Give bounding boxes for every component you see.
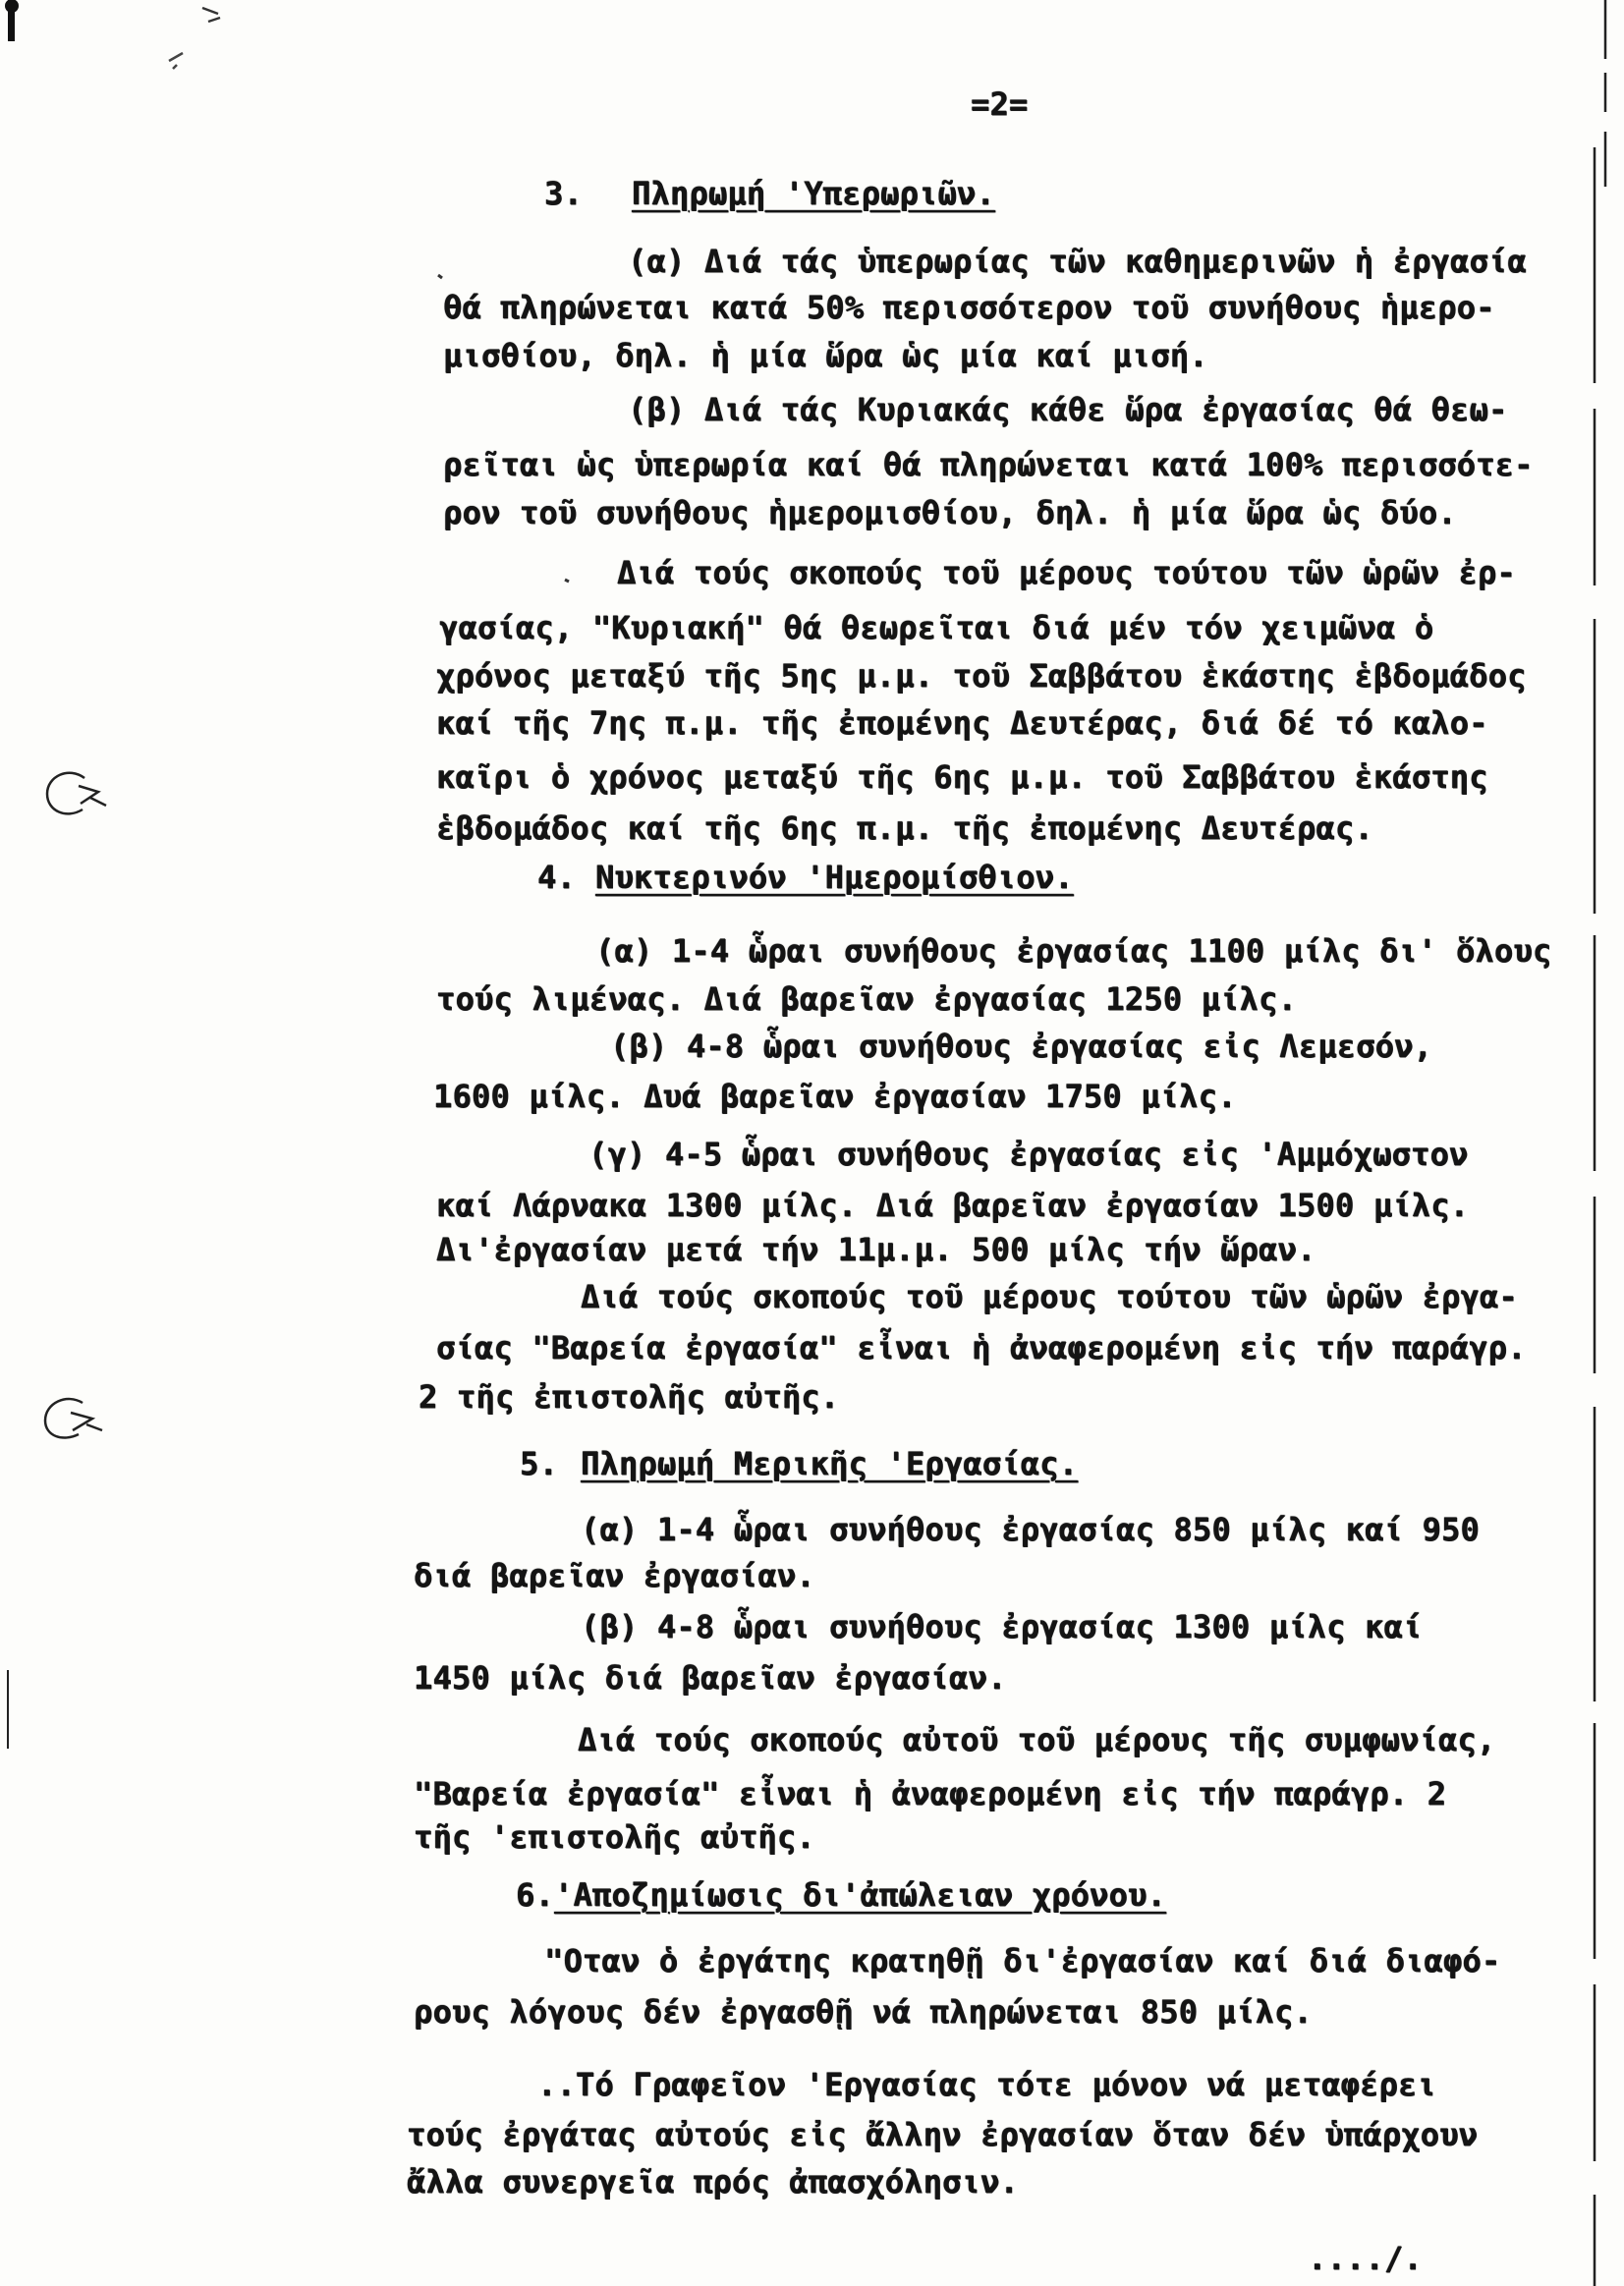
section-5-line: (α) 1-4 ὧραι συνήθους ἐργασίας 850 μίλς καί 950 (581, 1511, 1480, 1548)
section-6-line: ..Τό Γραφεῖον 'Εργασίας τότε μόνον νά μεταφέρει (537, 2066, 1436, 2103)
page-number: =2= (971, 85, 1029, 123)
section-4-line: Διά τούς σκοπούς τοῦ μέρους τούτου τῶν ὡρῶν ἐργα- (581, 1278, 1518, 1315)
section-3-line: καῖρι ὁ χρόνος μεταξύ τῆς 6ης μ.μ. τοῦ Σαββάτου ἑκάστης (436, 758, 1488, 796)
corner-blot (5, 0, 19, 13)
section-3-line: καί τῆς 7ης π.μ. τῆς ἐπομένης Δευτέρας, διά δέ τό καλο- (436, 704, 1488, 742)
section-3-title: Πληρωμή 'Υπερωριῶν. (632, 175, 995, 212)
section-3-number: 3. (544, 175, 583, 212)
section-6-number: 6. (516, 1876, 554, 1914)
section-3-line: χρόνος μεταξύ τῆς 5ης μ.μ. τοῦ Σαββάτου ἑκάστης ἑβδομάδος (436, 657, 1527, 695)
section-5-line: "Βαρεία ἐργασία" εἶναι ἡ ἀναφερομένη εἰς τήν παράγρ. 2 (414, 1775, 1447, 1812)
section-4-line: (β) 4-8 ὧραι συνήθους ἐργασίας εἰς Λεμεσόν, (610, 1028, 1433, 1065)
section-4-line: Δι'ἐργασίαν μετά τήν 11μ.μ. 500 μίλς τήν ὥραν. (436, 1231, 1316, 1268)
section-4-line: καί Λάρνακα 1300 μίλς. Διά βαρεῖαν ἐργασίαν 1500 μίλς. (436, 1187, 1470, 1224)
section-4-line: (α) 1-4 ὧραι συνήθους ἐργασίας 1100 μίλς δι' ὅλους (595, 932, 1552, 970)
top-pen-mark (202, 8, 220, 22)
section-5-line: Διά τούς σκοπούς αὐτοῦ τοῦ μέρους τῆς συμφωνίας, (578, 1721, 1496, 1758)
section-3-line: μισθίου, δηλ. ἡ μία ὥρα ὡς μία καί μισή. (443, 337, 1208, 374)
section-4-line: σίας "Βαρεία ἐργασία" εἶναι ἡ ἀναφερομένη εἰς τήν παράγρ. (436, 1329, 1527, 1366)
section-4-line: (γ) 4-5 ὧραι συνήθους ἐργασίας εἰς 'Αμμόχωστον (588, 1136, 1469, 1173)
section-5-line: διά βαρεῖαν ἐργασίαν. (414, 1557, 815, 1594)
section-6-line: "Οταν ὁ ἐργάτης κρατηθῇ δι'ἐργασίαν καί διά διαφό- (544, 1942, 1501, 1979)
section-5-title: Πληρωμή Μερικῆς 'Εργασίας. (581, 1445, 1079, 1482)
section-4-line: 1600 μίλς. Δυά βαρεῖαν ἐργασίαν 1750 μίλς. (433, 1078, 1237, 1115)
margin-mark-lower (45, 1399, 102, 1437)
section-6-line: τούς ἐργάτας αὐτούς εἰς ἄλλην ἐργασίαν ὅταν δέν ὑπάρχουν (407, 2116, 1479, 2153)
section-3-line: Διά τούς σκοπούς τοῦ μέρους τούτου τῶν ὡρῶν ἐρ- (617, 554, 1516, 591)
section-5-number: 5. (520, 1445, 558, 1482)
section-4-title: Νυκτερινόν 'Ημερομίσθιον. (595, 859, 1074, 896)
left-pen-dot (438, 275, 442, 278)
left-edge-bar (8, 0, 15, 41)
section-3-line: ρεῖται ὡς ὑπερωρία καί θά πληρώνεται κατά 100% περισσότε- (443, 446, 1534, 483)
top-pen-mark-2 (169, 53, 183, 69)
section-6-title: 'Αποζημίωσις δι'ἀπώλειαν χρόνου. (554, 1876, 1166, 1914)
section-3-line: ρον τοῦ συνήθους ἡμερομισθίου, δηλ. ἡ μία ὥρα ὡς δύο. (443, 494, 1457, 531)
mid-pen-dot (565, 580, 569, 582)
section-4-line: 2 τῆς ἐπιστολῆς αὐτῆς. (419, 1378, 840, 1416)
section-3-line: (β) Διά τάς Κυριακάς κάθε ὥρα ἐργασίας θά θεω- (628, 391, 1508, 428)
margin-mark-upper (47, 773, 106, 814)
section-6-line: ρους λόγους δέν ἐργασθῇ νά πληρώνεται 850 μίλς. (414, 1993, 1313, 2031)
section-3-line: (α) Διά τάς ὑπερωρίας τῶν καθημερινῶν ἡ ἐργασία (628, 243, 1527, 280)
section-6-line: ἄλλα συνεργεῖα πρός ἀπασχόλησιν. (407, 2163, 1019, 2201)
section-5-line: τῆς 'επιστολῆς αὐτῆς. (414, 1818, 815, 1856)
section-4-line: τούς λιμένας. Διά βαρεῖαν ἐργασίας 1250 μίλς. (436, 980, 1297, 1018)
section-3-line: ἑβδομάδος καί τῆς 6ης π.μ. τῆς ἐπομένης Δευτέρας. (436, 809, 1373, 847)
section-5-line: (β) 4-8 ὧραι συνήθους ἐργασίας 1300 μίλς καί (581, 1608, 1423, 1645)
continuation-mark: ..../. (1308, 2240, 1423, 2277)
section-4-number: 4. (537, 859, 576, 896)
section-5-line: 1450 μίλς διά βαρεῖαν ἐργασίαν. (414, 1659, 1007, 1697)
section-3-line: γασίας, "Κυριακή" θά θεωρεῖται διά μέν τόν χειμῶνα ὁ (439, 609, 1434, 646)
section-3-line: θά πληρώνεται κατά 50% περισσότερον τοῦ συνήθους ἡμερο- (443, 289, 1495, 326)
